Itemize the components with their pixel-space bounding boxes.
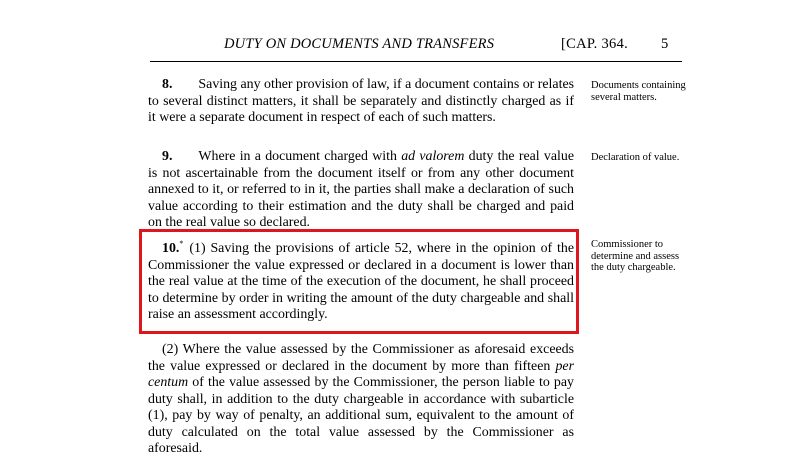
article-8-number: 8. xyxy=(162,77,173,92)
margin-note-article-10: Commissioner to determine and assess the duty chargeable. xyxy=(591,239,680,273)
header-chapter: [CAP. 364. xyxy=(561,36,629,52)
article-10-1-text: (1) Saving the provisions of article 52, where in the opinion of the Commissioner the value expressed or declared in a document is lower than the real value at the time of the execution of the document, he shall proceed to determine by order in writing the amount of the duty chargeable and shall raise an assessment accordingly. xyxy=(148,241,574,322)
article-9 xyxy=(148,149,574,232)
running-header xyxy=(150,36,682,58)
article-9-text-a: Where in a document charged with xyxy=(198,149,402,164)
article-10-2 xyxy=(148,342,574,458)
article-9-number: 9. xyxy=(162,149,173,164)
header-title: DUTY ON DOCUMENTS AND TRANSFERS xyxy=(224,36,495,52)
header-rule xyxy=(150,61,682,62)
article-10-2-text-italic: per centum xyxy=(148,358,574,390)
highlight-box xyxy=(139,229,579,334)
article-10-number: 10. xyxy=(162,241,180,256)
article-10-2-text-a: (2) Where the value assessed by the Commissioner as aforesaid exceeds the value expressed or declared in the document by more than fifteen xyxy=(148,342,574,374)
article-9-text-italic: ad valorem xyxy=(401,149,465,164)
article-9-text-b: duty the real value is not ascertainable from the document itself or from any other document annexed to it, or referred to in it, the parties shall make a declaration of such value according to their estimation and the duty shall be charged and paid on the real value so declared. xyxy=(148,149,575,230)
article-10-2-text-b: of the value assessed by the Commissioner, the person liable to pay duty shall, in addition to the duty chargeable in accordance with subarticle (1), pay by way of penalty, an additional sum, equivalent to the amount of duty calculated on the total value assessed by the Commissioner as aforesaid. xyxy=(148,375,574,456)
margin-note-article-8: Documents containing several matters. xyxy=(591,80,686,103)
footnote-mark: * xyxy=(179,239,184,248)
article-8-text: Saving any other provision of law, if a document contains or relates to several distinct matters, it shall be separately and distinctly charged as if it were a separate document in respect of each of such matters. xyxy=(148,77,575,125)
page-number: 5 xyxy=(661,36,669,52)
article-8 xyxy=(148,77,574,127)
margin-note-article-9: Declaration of value. xyxy=(591,152,680,163)
